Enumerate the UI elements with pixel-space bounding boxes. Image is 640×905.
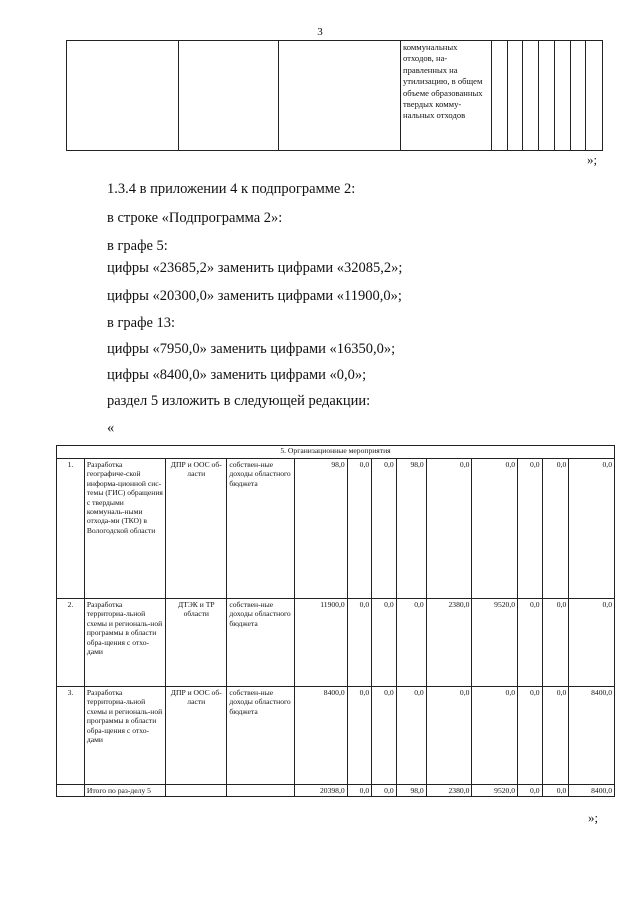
continued-table — [66, 40, 603, 151]
paragraph: цифры «23685,2» заменить цифрами «32085,2»; — [107, 260, 403, 276]
table-row: 1. Разработка географиче-ской информа-ционной сис-темы (ГИС) обращения с твердыми коммуналь-ными отхода-ми (ТКО) в Вологодской области ДПР и ООС об-ласти собствен-ные доходы областного бюджета 98,0 0,0 0,0 98,0 0,0 0,0 0,0 0,0 0,0 — [57, 459, 615, 599]
table-row: 3. Разработка территориа-льной схемы и региональ-ной программы в области обра-щения с отхо-дами ДПР и ООС об-ласти собствен-ные доходы областного бюджета 8400,0 0,0 0,0 0,0 0,0 0,0 0,0 0,0 8400,0 — [57, 687, 615, 785]
paragraph: в графе 13: — [107, 315, 176, 331]
page-number: 3 — [317, 26, 323, 38]
section-5-table — [56, 445, 615, 797]
paragraph: цифры «7950,0» заменить цифрами «16350,0»; — [107, 341, 396, 357]
total-label: Итого по раз-делу 5 — [84, 785, 165, 797]
total-row: Итого по раз-делу 5 20398,0 0,0 0,0 98,0 2380,0 9520,0 0,0 0,0 8400,0 — [57, 785, 615, 797]
table-row: 2. Разработка территориа-льной схемы и региональ-ной программы в области обра-щения с отхо-дами ДТЭК и ТР области собствен-ные доходы областного бюджета 11900,0 0,0 0,0 0,0 2380,0 9520,0 0,0 0,0 0,0 — [57, 599, 615, 687]
paragraph: в строке «Подпрограмма 2»: — [107, 210, 283, 226]
closing-quote: »; — [587, 152, 598, 167]
section-header: 5. Организационные мероприятия — [57, 446, 615, 459]
paragraph: цифры «20300,0» заменить цифрами «11900,0»; — [107, 288, 402, 304]
paragraph: цифры «8400,0» заменить цифрами «0,0»; — [107, 367, 367, 383]
paragraph: 1.3.4 в приложении 4 к подпрограмме 2: — [107, 181, 356, 197]
opening-quote: « — [107, 420, 115, 436]
table-row — [67, 41, 603, 151]
indicator-text-cell: коммунальных отходов, на-правленных на утилизацию, в общем объеме образованных твердых комму-нальных отходов — [401, 41, 492, 151]
paragraph: раздел 5 изложить в следующей редакции: — [107, 393, 371, 409]
paragraph: в графе 5: — [107, 238, 168, 254]
closing-quote: »; — [588, 810, 599, 825]
table-header-row — [57, 446, 615, 459]
